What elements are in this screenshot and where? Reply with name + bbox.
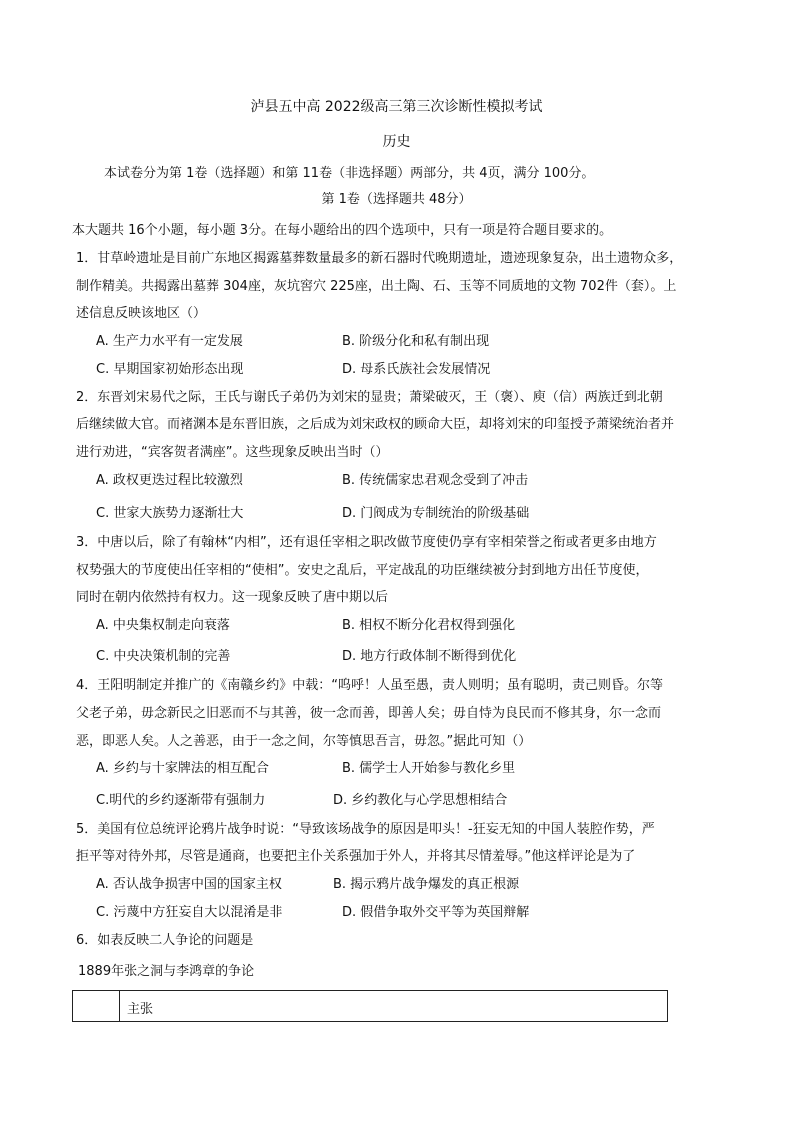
option-d: D. 地方行政体制不断得到优化 xyxy=(342,649,517,664)
option-c: C. 世家大族势力逐渐壮大 xyxy=(96,506,244,521)
exam-intro: 本试卷分为第 1卷（选择题）和第 11卷（非选择题）两部分，共 4页，满分 100分。 xyxy=(104,166,595,181)
option-c: C.明代的乡约逐渐带有强制力 xyxy=(96,793,266,808)
question-line: 恶，即恶人矣。人之善恶，由于一念之间，尔等慎思吾言，毋忽。”据此可知（） xyxy=(76,734,532,749)
question-line: 4．王阳明制定并推广的《南赣乡约》中载：“呜呼！人虽至愚，责人则明；虽有聪明，责己则昏。尔等 xyxy=(76,678,664,693)
question-line: 后继续做大官。而褚渊本是东晋旧族，之后成为刘宋政权的顾命大臣，却将刘宋的印玺授予萧梁统治者并 xyxy=(76,417,675,432)
option-d: D. 乡约教化与心学思想相结合 xyxy=(333,793,508,808)
option-b: B. 揭示鸦片战争爆发的真正根源 xyxy=(333,877,520,892)
question-line: 制作精美。共揭露出墓葬 304座，灰坑窖穴 225座，出土陶、石、玉等不同质地的文物 702件（套）。上 xyxy=(76,279,677,294)
question-line: 2．东晋刘宋易代之际，王氏与谢氏子弟仍为刘宋的显贵；萧梁破灭，王（褒）、庾（信）两族迁到北朝 xyxy=(76,390,663,405)
option-b: B. 传统儒家忠君观念受到了冲击 xyxy=(342,473,529,488)
exam-title: 泸县五中高 2022级高三第三次诊断性模拟考试 xyxy=(250,99,543,115)
question-line: 1．甘草岭遗址是目前广东地区揭露墓葬数量最多的新石器时代晚期遗址，遗迹现象复杂，出土遗物众多， xyxy=(76,251,683,266)
option-d: D. 门阀成为专制统治的阶级基础 xyxy=(342,506,530,521)
question-line: 3．中唐以后，除了有翰林“内相”，还有退任宰相之职改做节度使仍享有宰相荣誉之衔或者更多由地方 xyxy=(76,535,657,550)
option-c: C. 早期国家初始形态出现 xyxy=(96,362,244,377)
option-b: B. 相权不断分化君权得到强化 xyxy=(342,618,516,633)
option-b: B. 儒学士人开始参与教化乡里 xyxy=(342,761,516,776)
option-a: A. 生产力水平有一定发展 xyxy=(96,334,243,349)
table-header-cell: 主张 xyxy=(127,1002,154,1017)
option-a: A. 否认战争损害中国的国家主权 xyxy=(96,877,282,892)
subject-title: 历史 xyxy=(382,134,411,150)
question-line: 6．如表反映二人争论的问题是 xyxy=(76,933,254,948)
option-d: D. 假借争取外交平等为英国辩解 xyxy=(342,905,530,920)
question-line: 权势强大的节度使出任宰相的“使相”。安史之乱后，平定战乱的功臣继续被分封到地方出任节度使， xyxy=(76,563,649,578)
option-c: C. 中央决策机制的完善 xyxy=(96,649,231,664)
table-caption: 1889年张之洞与李鸿章的争论 xyxy=(78,964,255,979)
comparison-table xyxy=(72,990,668,1022)
question-line: 拒平等对待外邦，尽管是通商，也要把主仆关系强加于外人，并将其尽情羞辱。”他这样评论是为了 xyxy=(76,849,636,864)
question-line: 同时在朝内依然持有权力。这一现象反映了唐中期以后 xyxy=(76,590,389,605)
table-corner-cell xyxy=(73,991,120,1021)
question-line: 述信息反映该地区（） xyxy=(76,306,207,321)
option-c: C. 污蔑中方狂妄自大以混淆是非 xyxy=(96,905,283,920)
section-heading: 第 1卷（选择题共 48分） xyxy=(321,192,472,207)
option-a: A. 政权更迭过程比较激烈 xyxy=(96,473,243,488)
option-a: A. 乡约与十家牌法的相互配合 xyxy=(96,761,269,776)
section-instructions: 本大题共 16个小题，每小题 3分。在每小题给出的四个选项中，只有一项是符合题目要求的。 xyxy=(72,223,613,238)
question-line: 进行劝进，“宾客贺者满座”。这些现象反映出当时（） xyxy=(76,445,389,460)
option-b: B. 阶级分化和私有制出现 xyxy=(342,334,490,349)
option-d: D. 母系氏族社会发展情况 xyxy=(342,362,491,377)
question-line: 5．美国有位总统评论鸦片战争时说：“导致该场战争的原因是叩头！-狂妄无知的中国人装腔作势，严 xyxy=(76,822,655,837)
question-line: 父老子弟，毋念新民之旧恶而不与其善，彼一念而善，即善人矣；毋自恃为良民而不修其身，尔一念而 xyxy=(76,706,662,721)
option-a: A. 中央集权制走向衰落 xyxy=(96,618,230,633)
